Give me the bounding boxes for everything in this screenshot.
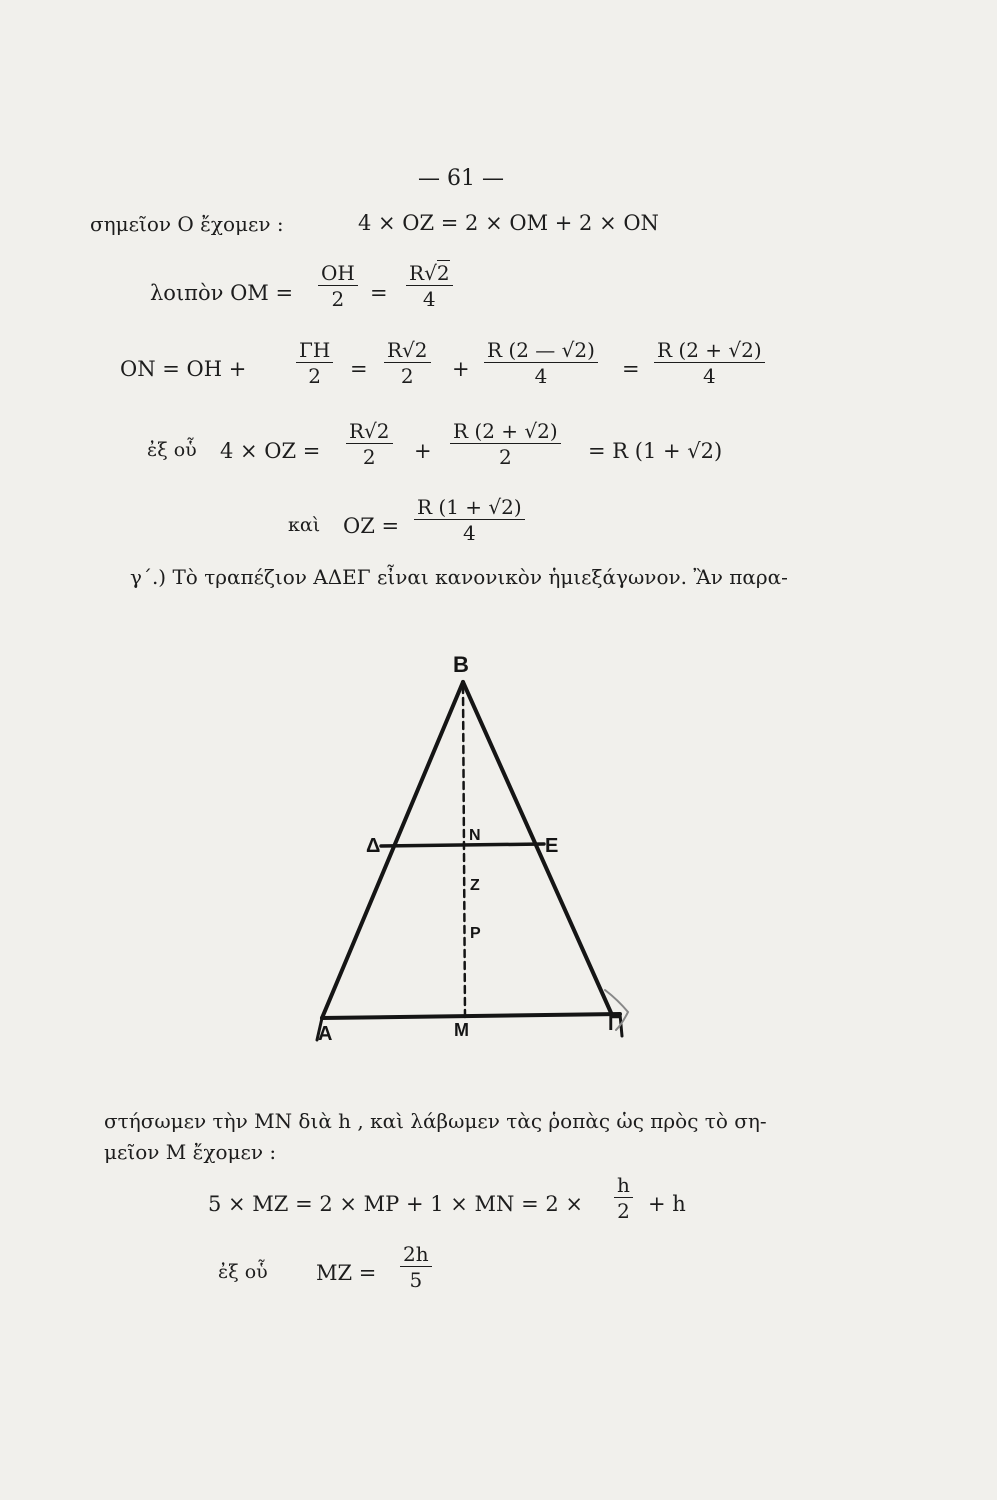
paragraph-gamma: γ΄.) Τὸ τραπέζιον ΑΔΕΓ εἶναι κανονικὸν ἡμιεξάγωνον. Ἂν παρα- [130,565,788,589]
fraction-h-over-2: $\frac{h}{2}$ [614,1175,633,1221]
fraction-oh-over-2: $\frac{OH}{2}$ [318,263,358,309]
base-ag [322,1014,620,1018]
side-bg [463,682,612,1015]
fraction-r-root2-over-2: $\frac{R√2}{2}$ [384,340,431,386]
label-delta: Δ [366,835,381,857]
label-e: E [545,835,559,857]
fraction-r-2-plus-root2-over-4: $\frac{R (2 + √2)}{4}$ [654,340,765,386]
text-line-1-prefix: σημεῖον Ο ἔχομεν : [90,212,284,236]
fraction-r-root2-over-4: $\frac{R√2}{4}$ [406,263,453,309]
label-m: M [454,1020,469,1040]
equation-9-lhs: 5 × MZ = 2 × MP + 1 × MN = 2 × [208,1192,583,1216]
fraction-r-root2-over-2: $\frac{R√2}{2}$ [346,421,393,467]
fraction-r-2-minus-root2-over-4: $\frac{R (2 — √2)}{4}$ [484,340,598,386]
equation-3-lhs: ON = OH + [120,357,247,381]
fraction-r-2-plus-root2-over-2: $\frac{R (2 + √2)}{2}$ [450,421,561,467]
label-gamma: Γ [608,1013,621,1035]
plus-sign: + [414,439,432,463]
label-n: N [469,827,481,844]
equals-sign: = [350,357,368,381]
text-line-4-prefix: ἐξ οὗ [147,439,197,461]
equals-sign: = [370,281,388,305]
equation-5-lhs: OZ = [343,514,400,538]
median-bm [463,686,465,1018]
equation-1: 4 × OZ = 2 × OM + 2 × ON [358,211,659,235]
fraction-gh-over-2: $\frac{\Gamma H}{2}$ [296,340,333,386]
fraction-r-1-plus-root2-over-4: $\frac{R (1 + √2)}{4}$ [414,497,525,543]
equation-4-rhs: = R (1 + √2) [588,439,723,463]
page-number: — 61 — [418,166,504,191]
label-z: Z [470,877,480,894]
equation-10-lhs: MZ = [316,1261,377,1285]
text-line-10-prefix: ἐξ οὗ [218,1261,268,1283]
segment-de [381,844,544,846]
plus-sign: + [452,357,470,381]
text-line-5-prefix: καὶ [288,514,321,536]
label-p: P [470,925,481,942]
label-a: A [318,1023,333,1045]
label-b: B [453,652,469,677]
fraction-2h-over-5: $\frac{2h}{5}$ [400,1244,432,1290]
equation-4-lhs: 4 × OZ = [220,439,321,463]
text-line-2-prefix: λοιπὸν OM = [150,281,294,305]
paragraph-line-7: στήσωμεν τὴν MN διὰ h , καὶ λάβωμεν τὰς ῥοπὰς ὡς πρὸς τὸ ση- [104,1109,767,1133]
paragraph-line-8: μεῖον M ἔχομεν : [104,1140,277,1164]
side-ba [322,682,463,1018]
equation-9-rhs: + h [648,1192,686,1216]
equals-sign: = [622,357,640,381]
